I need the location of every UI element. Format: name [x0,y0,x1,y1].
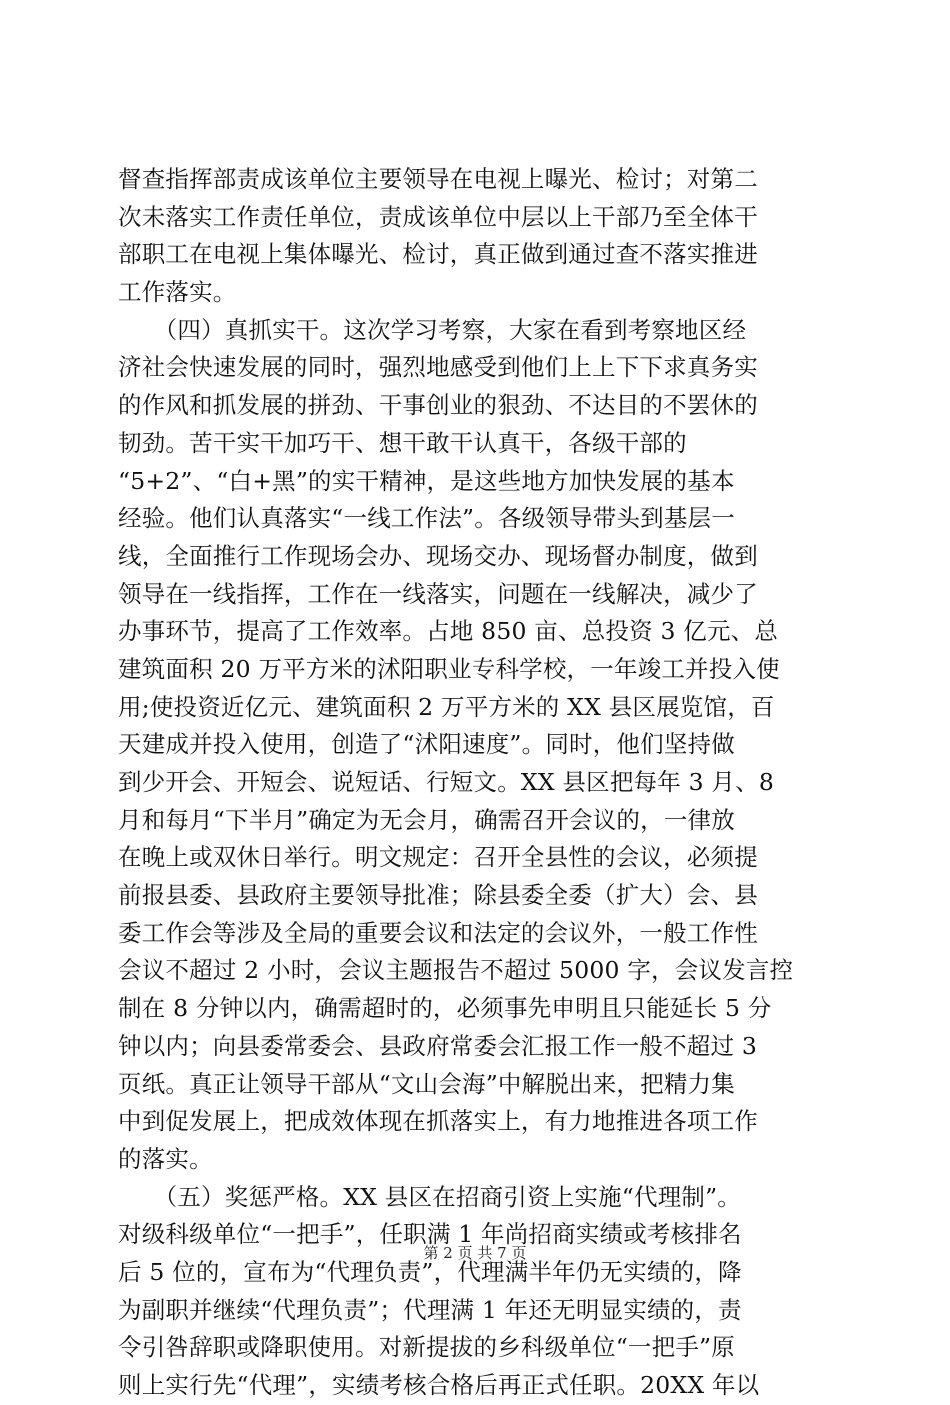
text-line: 则上实行先“代理”，实绩考核合格后再正式任职。20XX 年以 [118,1371,760,1399]
text-line: “5+2”、“白+黑”的实干精神，是这些地方加快发展的基本 [118,466,735,495]
text-line: 对级科级单位“一把手”，任职满 1 年尚招商实绩或考核排名 [118,1220,742,1249]
text-line: 令引咎辞职或降职使用。对新提拔的乡科级单位“一把手”原 [118,1333,735,1362]
text-line: 的落实。 [118,1144,213,1173]
text-line: 会议不超过 2 小时，会议主题报告不超过 5000 字，会议发言控 [118,956,794,985]
text-line: 页纸。真正让领导干部从“文山会海”中解脱出来，把精力集 [118,1069,735,1098]
text-line: 中到促发展上，把成效体现在抓落实上，有力地推进各项工作 [118,1107,758,1136]
text-line: 部职工在电视上集体曝光、检讨，真正做到通过查不落实推进 [118,240,758,269]
text-line: 领导在一线指挥，工作在一线落实，问题在一线解决，减少了 [118,579,758,608]
text-line: 督查指挥部责成该单位主要领导在电视上曝光、检讨；对第二 [118,165,758,193]
text-line: 用;使投资近亿元、建筑面积 2 万平方米的 XX 县区展览馆，百 [118,692,775,721]
section-heading-line: （五）奖惩严格。XX 县区在招商引资上实施“代理制”。 [118,1182,742,1211]
page-footer [0,1243,950,1263]
text-line: 委工作会等涉及全局的重要会议和法定的会议外，一般工作性 [118,918,758,947]
text-line: 月和每月“下半月”确定为无会月，确需召开会议的，一律放 [118,805,735,834]
page-number-label: 第 2 页 共 7 页 [423,1244,527,1262]
section-heading-line: （四）真抓实干。这次学习考察，大家在看到考察地区经 [118,315,747,344]
document-body [118,161,832,1405]
text-line: 前报县委、县政府主要领导批准；除县委全委（扩大）会、县 [118,881,758,910]
text-line: 到少开会、开短会、说短话、行短文。XX 县区把每年 3 月、8 [118,768,774,796]
text-line: 制在 8 分钟以内，确需超时的，必须事先申明且只能延长 5 分 [118,994,772,1023]
text-line: 次未落实工作责任单位，责成该单位中层以上干部乃至全体干 [118,202,758,231]
text-line: 的作风和抓发展的拼劲、干事创业的狠劲、不达目的不罢休的 [118,391,758,420]
text-line: 钟以内；向县委常委会、县政府常委会汇报工作一般不超过 3 [118,1031,758,1060]
text-line: 办事环节，提高了工作效率。占地 850 亩、总投资 3 亿元、总 [118,617,779,646]
text-line: 为副职并继续“代理负责”；代理满 1 年还无明显实绩的，责 [118,1295,742,1324]
text-line: 线，全面推行工作现场会办、现场交办、现场督办制度，做到 [118,541,758,570]
text-line: 在晚上或双休日举行。明文规定：召开全县性的会议，必须提 [118,843,758,872]
text-line: 后 5 位的，宣布为“代理负责”，代理满半年仍无实绩的，降 [118,1257,742,1286]
text-line: 天建成并投入使用，创造了“沭阳速度”。同时，他们坚持做 [118,730,735,759]
text-line: 建筑面积 20 万平方米的沭阳职业专科学校，一年竣工并投入使 [118,654,780,683]
text-line: 经验。他们认真落实“一线工作法”。各级领导带头到基层一 [118,504,735,533]
text-line: 济社会快速发展的同时，强烈地感受到他们上上下下求真务实 [118,353,758,382]
text-line: 工作落实。 [118,278,237,307]
text-line: 韧劲。苦干实干加巧干、想干敢干认真干，各级干部的 [118,428,687,457]
